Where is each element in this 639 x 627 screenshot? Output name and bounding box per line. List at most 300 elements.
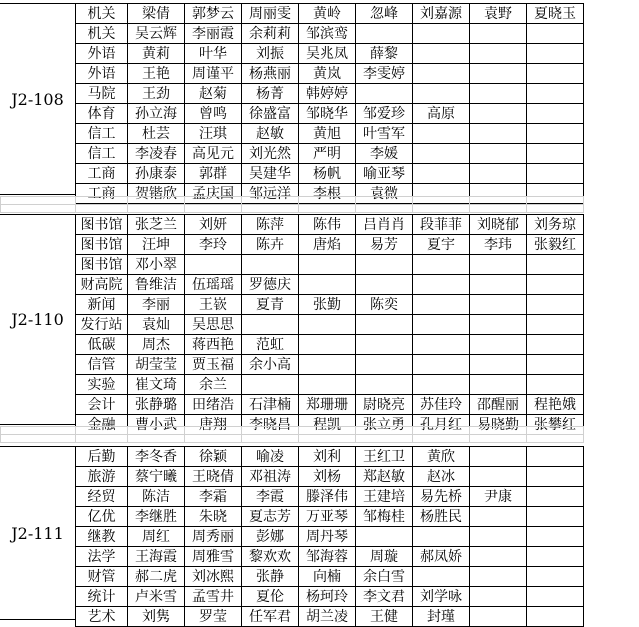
name-cell[interactable]: 向楠 <box>299 567 356 587</box>
name-cell[interactable]: 刘冰熙 <box>185 567 242 587</box>
name-cell[interactable]: 邹爱珍 <box>356 104 413 124</box>
department-cell[interactable]: 信工 <box>76 124 128 144</box>
name-cell[interactable] <box>470 607 527 627</box>
name-cell[interactable] <box>242 255 299 275</box>
name-cell[interactable]: 张立勇 <box>356 415 413 435</box>
empty-cell <box>128 427 185 435</box>
name-cell[interactable] <box>527 64 584 84</box>
name-cell[interactable]: 程艳娥 <box>527 395 584 415</box>
name-cell[interactable]: 蔡宁曦 <box>128 467 185 487</box>
table-row <box>76 164 584 184</box>
name-cell[interactable] <box>527 467 584 487</box>
name-cell[interactable]: 王红卫 <box>356 447 413 467</box>
name-cell[interactable]: 易晓勤 <box>470 415 527 435</box>
name-cell[interactable] <box>413 295 470 315</box>
name-cell[interactable]: 程凯 <box>299 415 356 435</box>
name-cell[interactable]: 郭群 <box>185 164 242 184</box>
name-cell[interactable]: 吴云辉 <box>128 24 185 44</box>
table-row <box>76 547 584 567</box>
name-cell[interactable]: 周谨平 <box>185 64 242 84</box>
name-cell[interactable]: 张勤 <box>299 295 356 315</box>
name-cell[interactable]: 喻亚琴 <box>356 164 413 184</box>
name-cell[interactable]: 张毅红 <box>527 235 584 255</box>
name-cell[interactable]: 尉晓亮 <box>356 395 413 415</box>
table-row <box>76 447 584 467</box>
name-cell[interactable]: 陈奕 <box>356 295 413 315</box>
name-cell[interactable] <box>527 547 584 567</box>
name-cell[interactable]: 李晓昌 <box>242 415 299 435</box>
name-cell[interactable] <box>527 567 584 587</box>
empty-cell <box>299 435 356 443</box>
name-cell[interactable]: 邹晓华 <box>299 104 356 124</box>
name-cell[interactable]: 曹小武 <box>128 415 185 435</box>
name-cell[interactable] <box>527 24 584 44</box>
name-cell[interactable] <box>356 335 413 355</box>
name-cell[interactable]: 王艳 <box>128 64 185 84</box>
name-cell[interactable]: 李霜 <box>185 487 242 507</box>
department-cell[interactable]: 财管 <box>76 567 128 587</box>
name-cell[interactable] <box>413 24 470 44</box>
name-cell[interactable] <box>356 355 413 375</box>
room-table <box>75 446 584 627</box>
name-cell[interactable]: 郝凤娇 <box>413 547 470 567</box>
empty-cell <box>1 197 76 205</box>
department-cell[interactable]: 图书馆 <box>76 255 128 275</box>
name-cell[interactable]: 田绪浩 <box>185 395 242 415</box>
empty-cell <box>185 435 242 443</box>
name-cell[interactable] <box>299 255 356 275</box>
room-label: J2-111 <box>0 446 75 620</box>
department-cell[interactable]: 会计 <box>76 395 128 415</box>
department-cell[interactable]: 图书馆 <box>76 215 128 235</box>
name-cell[interactable] <box>299 355 356 375</box>
empty-cell <box>299 427 356 435</box>
name-cell[interactable] <box>470 295 527 315</box>
name-cell[interactable]: 余白雪 <box>356 567 413 587</box>
name-cell[interactable] <box>470 567 527 587</box>
name-cell[interactable] <box>470 144 527 164</box>
name-cell[interactable]: 夏志芳 <box>242 507 299 527</box>
empty-cell <box>356 205 413 213</box>
name-cell[interactable]: 郭梦云 <box>185 4 242 24</box>
name-cell[interactable]: 杜芸 <box>128 124 185 144</box>
name-cell[interactable]: 杨帆 <box>299 164 356 184</box>
name-cell[interactable] <box>356 255 413 275</box>
name-cell[interactable] <box>470 104 527 124</box>
name-cell[interactable]: 贺锴欣 <box>128 184 185 204</box>
name-cell[interactable]: 刘妍 <box>185 215 242 235</box>
name-cell[interactable] <box>527 587 584 607</box>
name-cell[interactable] <box>527 255 584 275</box>
name-cell[interactable] <box>470 164 527 184</box>
name-cell[interactable]: 陈伟 <box>299 215 356 235</box>
name-cell[interactable]: 刘杨 <box>299 467 356 487</box>
name-cell[interactable]: 滕泽伟 <box>299 487 356 507</box>
name-cell[interactable] <box>527 295 584 315</box>
name-cell[interactable]: 余小高 <box>242 355 299 375</box>
name-cell[interactable] <box>470 255 527 275</box>
name-cell[interactable] <box>413 84 470 104</box>
name-cell[interactable]: 刘利 <box>299 447 356 467</box>
name-cell[interactable] <box>470 355 527 375</box>
name-cell[interactable]: 曾鸣 <box>185 104 242 124</box>
name-cell[interactable] <box>470 84 527 104</box>
name-cell[interactable]: 彭娜 <box>242 527 299 547</box>
name-cell[interactable]: 黎欢欢 <box>242 547 299 567</box>
name-cell[interactable]: 吴建华 <box>242 164 299 184</box>
name-cell[interactable]: 周丹琴 <box>299 527 356 547</box>
name-cell[interactable] <box>242 315 299 335</box>
name-cell[interactable] <box>527 447 584 467</box>
empty-cell <box>527 205 584 213</box>
name-cell[interactable]: 杨菁 <box>242 84 299 104</box>
name-cell[interactable]: 王嵚 <box>185 295 242 315</box>
department-cell[interactable]: 财高院 <box>76 275 128 295</box>
name-cell[interactable]: 夏宇 <box>413 235 470 255</box>
name-cell[interactable] <box>527 164 584 184</box>
name-cell[interactable]: 蒋西艳 <box>185 335 242 355</box>
name-cell[interactable]: 陈卉 <box>242 235 299 255</box>
empty-cell <box>527 197 584 205</box>
name-cell[interactable]: 邵醒丽 <box>470 395 527 415</box>
name-cell[interactable]: 邹海蓉 <box>299 547 356 567</box>
department-cell[interactable]: 工商 <box>76 164 128 184</box>
name-cell[interactable] <box>299 315 356 335</box>
name-cell[interactable] <box>470 44 527 64</box>
name-cell[interactable] <box>299 335 356 355</box>
name-cell[interactable]: 李丽 <box>128 295 185 315</box>
name-cell[interactable]: 杨胜民 <box>413 507 470 527</box>
table-row <box>76 104 584 124</box>
name-cell[interactable]: 易先桥 <box>413 487 470 507</box>
name-cell[interactable] <box>413 567 470 587</box>
name-cell[interactable]: 汪琪 <box>185 124 242 144</box>
name-cell[interactable]: 邹滨鸾 <box>299 24 356 44</box>
empty-cell <box>413 427 470 435</box>
name-cell[interactable] <box>413 527 470 547</box>
name-cell[interactable] <box>413 64 470 84</box>
name-cell[interactable] <box>470 315 527 335</box>
name-cell[interactable]: 易芳 <box>356 235 413 255</box>
name-cell[interactable] <box>527 84 584 104</box>
name-cell[interactable]: 余兰 <box>185 375 242 395</box>
table-row <box>76 527 584 547</box>
name-cell[interactable]: 孟雪井 <box>185 587 242 607</box>
name-cell[interactable] <box>470 547 527 567</box>
name-cell[interactable]: 黄旭 <box>299 124 356 144</box>
department-cell[interactable]: 体育 <box>76 104 128 124</box>
name-cell[interactable] <box>413 255 470 275</box>
name-cell[interactable]: 李凌春 <box>128 144 185 164</box>
name-cell[interactable]: 鲁维洁 <box>128 275 185 295</box>
name-cell[interactable]: 周璇 <box>356 547 413 567</box>
name-cell[interactable]: 万亚琴 <box>299 507 356 527</box>
name-cell[interactable]: 黄莉 <box>128 44 185 64</box>
name-cell[interactable] <box>470 124 527 144</box>
name-cell[interactable] <box>413 44 470 64</box>
name-cell[interactable]: 刘嘉源 <box>413 4 470 24</box>
department-cell[interactable]: 统计 <box>76 587 128 607</box>
name-cell[interactable]: 薛黎 <box>356 44 413 64</box>
department-cell[interactable]: 机关 <box>76 4 128 24</box>
department-cell[interactable]: 旅游 <box>76 467 128 487</box>
department-cell[interactable]: 亿优 <box>76 507 128 527</box>
name-cell[interactable]: 胡莹莹 <box>128 355 185 375</box>
name-cell[interactable] <box>527 375 584 395</box>
table-row <box>76 487 584 507</box>
name-cell[interactable]: 孔月红 <box>413 415 470 435</box>
name-cell[interactable] <box>470 335 527 355</box>
name-cell[interactable] <box>470 527 527 547</box>
department-cell[interactable]: 外语 <box>76 64 128 84</box>
name-cell[interactable]: 周杰 <box>128 335 185 355</box>
name-cell[interactable]: 黄岚 <box>299 64 356 84</box>
name-cell[interactable]: 袁野 <box>470 4 527 24</box>
name-cell[interactable] <box>470 587 527 607</box>
department-cell[interactable]: 法学 <box>76 547 128 567</box>
name-cell[interactable]: 杨珂玲 <box>299 587 356 607</box>
name-cell[interactable]: 张芝兰 <box>128 215 185 235</box>
name-cell[interactable]: 赵冰 <box>413 467 470 487</box>
name-cell[interactable]: 周雅雪 <box>185 547 242 567</box>
name-cell[interactable] <box>356 275 413 295</box>
empty-cell <box>242 205 299 213</box>
name-cell[interactable]: 黄岭 <box>299 4 356 24</box>
name-cell[interactable]: 孙康泰 <box>128 164 185 184</box>
name-cell[interactable] <box>470 24 527 44</box>
name-cell[interactable]: 崔文琦 <box>128 375 185 395</box>
name-cell[interactable]: 李霞 <box>242 487 299 507</box>
name-cell[interactable] <box>527 355 584 375</box>
name-cell[interactable]: 邓小翠 <box>128 255 185 275</box>
name-cell[interactable]: 喻凌 <box>242 447 299 467</box>
name-cell[interactable]: 贾玉福 <box>185 355 242 375</box>
name-cell[interactable]: 王劲 <box>128 84 185 104</box>
name-cell[interactable]: 汪坤 <box>128 235 185 255</box>
department-cell[interactable]: 马院 <box>76 84 128 104</box>
table-row <box>76 355 584 375</box>
name-cell[interactable] <box>527 44 584 64</box>
name-cell[interactable] <box>470 467 527 487</box>
name-cell[interactable]: 邹远洋 <box>242 184 299 204</box>
name-cell[interactable] <box>413 275 470 295</box>
department-cell[interactable]: 艺术 <box>76 607 128 627</box>
name-cell[interactable] <box>242 375 299 395</box>
name-cell[interactable] <box>527 527 584 547</box>
name-cell[interactable] <box>527 315 584 335</box>
department-cell[interactable]: 金融 <box>76 415 128 435</box>
name-cell[interactable]: 吴兆凤 <box>299 44 356 64</box>
name-cell[interactable]: 李丽霞 <box>185 24 242 44</box>
name-cell[interactable] <box>185 255 242 275</box>
name-cell[interactable]: 严明 <box>299 144 356 164</box>
name-cell[interactable]: 孙立海 <box>128 104 185 124</box>
name-cell[interactable]: 邹梅桂 <box>356 507 413 527</box>
name-cell[interactable]: 刘学咏 <box>413 587 470 607</box>
name-cell[interactable]: 石津楠 <box>242 395 299 415</box>
name-cell[interactable]: 李玲 <box>185 235 242 255</box>
name-cell[interactable] <box>413 335 470 355</box>
name-cell[interactable]: 张攀红 <box>527 415 584 435</box>
name-cell[interactable]: 周红 <box>128 527 185 547</box>
name-cell[interactable]: 王海霞 <box>128 547 185 567</box>
name-cell[interactable] <box>527 335 584 355</box>
name-cell[interactable]: 陈洁 <box>128 487 185 507</box>
table-row <box>76 215 584 235</box>
name-cell[interactable]: 封瑾 <box>413 607 470 627</box>
name-cell[interactable]: 夏伦 <box>242 587 299 607</box>
department-cell[interactable]: 图书馆 <box>76 235 128 255</box>
name-cell[interactable]: 袁微 <box>356 184 413 204</box>
name-cell[interactable] <box>470 447 527 467</box>
name-cell[interactable] <box>299 275 356 295</box>
name-cell[interactable]: 李媛 <box>356 144 413 164</box>
name-cell[interactable] <box>470 275 527 295</box>
name-cell[interactable]: 孟庆国 <box>185 184 242 204</box>
name-cell[interactable]: 邓祖涛 <box>242 467 299 487</box>
department-cell[interactable]: 机关 <box>76 24 128 44</box>
name-cell[interactable]: 吴思思 <box>185 315 242 335</box>
name-cell[interactable]: 李文君 <box>356 587 413 607</box>
department-cell[interactable]: 发行站 <box>76 315 128 335</box>
name-cell[interactable]: 李根 <box>299 184 356 204</box>
name-cell[interactable]: 卢米雪 <box>128 587 185 607</box>
name-cell[interactable]: 徐盛富 <box>242 104 299 124</box>
name-cell[interactable]: 周秀丽 <box>185 527 242 547</box>
name-cell[interactable] <box>413 164 470 184</box>
name-cell[interactable]: 罗莹 <box>185 607 242 627</box>
name-cell[interactable]: 张静璐 <box>128 395 185 415</box>
name-cell[interactable]: 韩婷婷 <box>299 84 356 104</box>
name-cell[interactable]: 高见元 <box>185 144 242 164</box>
department-cell[interactable]: 低碳 <box>76 335 128 355</box>
department-cell[interactable]: 经贸 <box>76 487 128 507</box>
name-cell[interactable]: 刘光然 <box>242 144 299 164</box>
department-cell[interactable]: 新闻 <box>76 295 128 315</box>
room-label: J2-108 <box>0 3 75 195</box>
name-cell[interactable] <box>470 507 527 527</box>
name-cell[interactable]: 吕肖肖 <box>356 215 413 235</box>
name-cell[interactable]: 梁倩 <box>128 4 185 24</box>
name-cell[interactable]: 尹康 <box>470 487 527 507</box>
empty-cell <box>1 435 76 443</box>
name-cell[interactable]: 伍瑶瑶 <box>185 275 242 295</box>
department-cell[interactable]: 实验 <box>76 375 128 395</box>
empty-cell <box>128 197 185 205</box>
name-cell[interactable]: 范虹 <box>242 335 299 355</box>
name-cell[interactable]: 赵菊 <box>185 84 242 104</box>
name-cell[interactable]: 唐翔 <box>185 415 242 435</box>
name-cell[interactable]: 刘务琼 <box>527 215 584 235</box>
name-cell[interactable]: 徐颖 <box>185 447 242 467</box>
name-cell[interactable]: 唐焰 <box>299 235 356 255</box>
name-cell[interactable] <box>527 507 584 527</box>
name-cell[interactable]: 杨燕丽 <box>242 64 299 84</box>
name-cell[interactable]: 张静 <box>242 567 299 587</box>
name-cell[interactable]: 胡兰凌 <box>299 607 356 627</box>
department-cell[interactable]: 后勤 <box>76 447 128 467</box>
name-cell[interactable]: 王健 <box>356 607 413 627</box>
name-cell[interactable] <box>356 375 413 395</box>
name-cell[interactable]: 郑珊珊 <box>299 395 356 415</box>
department-cell[interactable]: 继教 <box>76 527 128 547</box>
department-cell[interactable]: 信管 <box>76 355 128 375</box>
empty-cell <box>128 435 185 443</box>
name-cell[interactable]: 赵敏 <box>242 124 299 144</box>
name-cell[interactable]: 李冬香 <box>128 447 185 467</box>
department-cell[interactable]: 信工 <box>76 144 128 164</box>
name-cell[interactable] <box>299 375 356 395</box>
name-cell[interactable] <box>413 124 470 144</box>
empty-cell <box>242 427 299 435</box>
name-cell[interactable] <box>413 375 470 395</box>
name-cell[interactable]: 朱晓 <box>185 507 242 527</box>
empty-cell <box>413 435 470 443</box>
name-cell[interactable]: 任军君 <box>242 607 299 627</box>
table-row <box>76 144 584 164</box>
name-cell[interactable]: 刘振 <box>242 44 299 64</box>
name-cell[interactable] <box>470 64 527 84</box>
table-row <box>76 587 584 607</box>
name-cell[interactable] <box>527 487 584 507</box>
name-cell[interactable]: 袁灿 <box>128 315 185 335</box>
name-cell[interactable]: 夏晓玉 <box>527 4 584 24</box>
department-cell[interactable]: 工商 <box>76 184 128 204</box>
table-row <box>76 335 584 355</box>
name-cell[interactable] <box>356 84 413 104</box>
name-cell[interactable] <box>413 355 470 375</box>
name-cell[interactable] <box>356 315 413 335</box>
name-cell[interactable] <box>413 144 470 164</box>
name-cell[interactable] <box>413 315 470 335</box>
empty-cell <box>76 427 128 435</box>
name-cell[interactable] <box>527 144 584 164</box>
name-cell[interactable] <box>527 104 584 124</box>
name-cell[interactable]: 叶雪军 <box>356 124 413 144</box>
empty-cell <box>527 427 584 435</box>
room-table <box>75 3 584 204</box>
name-cell[interactable]: 余莉莉 <box>242 24 299 44</box>
name-cell[interactable]: 忽峰 <box>356 4 413 24</box>
name-cell[interactable]: 苏佳玲 <box>413 395 470 415</box>
name-cell[interactable] <box>527 124 584 144</box>
name-cell[interactable]: 王晓倩 <box>185 467 242 487</box>
department-cell[interactable]: 外语 <box>76 44 128 64</box>
name-cell[interactable]: 黄欣 <box>413 447 470 467</box>
name-cell[interactable]: 王建培 <box>356 487 413 507</box>
name-cell[interactable]: 郑赵敏 <box>356 467 413 487</box>
name-cell[interactable]: 李雯婷 <box>356 64 413 84</box>
name-cell[interactable]: 叶华 <box>185 44 242 64</box>
name-cell[interactable]: 刘晓郁 <box>470 215 527 235</box>
name-cell[interactable]: 高原 <box>413 104 470 124</box>
name-cell[interactable]: 罗德庆 <box>242 275 299 295</box>
table-row <box>76 507 584 527</box>
name-cell[interactable]: 刘隽 <box>128 607 185 627</box>
name-cell[interactable]: 周丽雯 <box>242 4 299 24</box>
name-cell[interactable]: 郝二虎 <box>128 567 185 587</box>
name-cell[interactable] <box>356 24 413 44</box>
name-cell[interactable]: 李继胜 <box>128 507 185 527</box>
name-cell[interactable]: 夏青 <box>242 295 299 315</box>
name-cell[interactable] <box>470 375 527 395</box>
name-cell[interactable] <box>527 275 584 295</box>
name-cell[interactable]: 段菲菲 <box>413 215 470 235</box>
name-cell[interactable] <box>356 527 413 547</box>
name-cell[interactable] <box>527 607 584 627</box>
name-cell[interactable]: 李玮 <box>470 235 527 255</box>
name-cell[interactable]: 陈萍 <box>242 215 299 235</box>
